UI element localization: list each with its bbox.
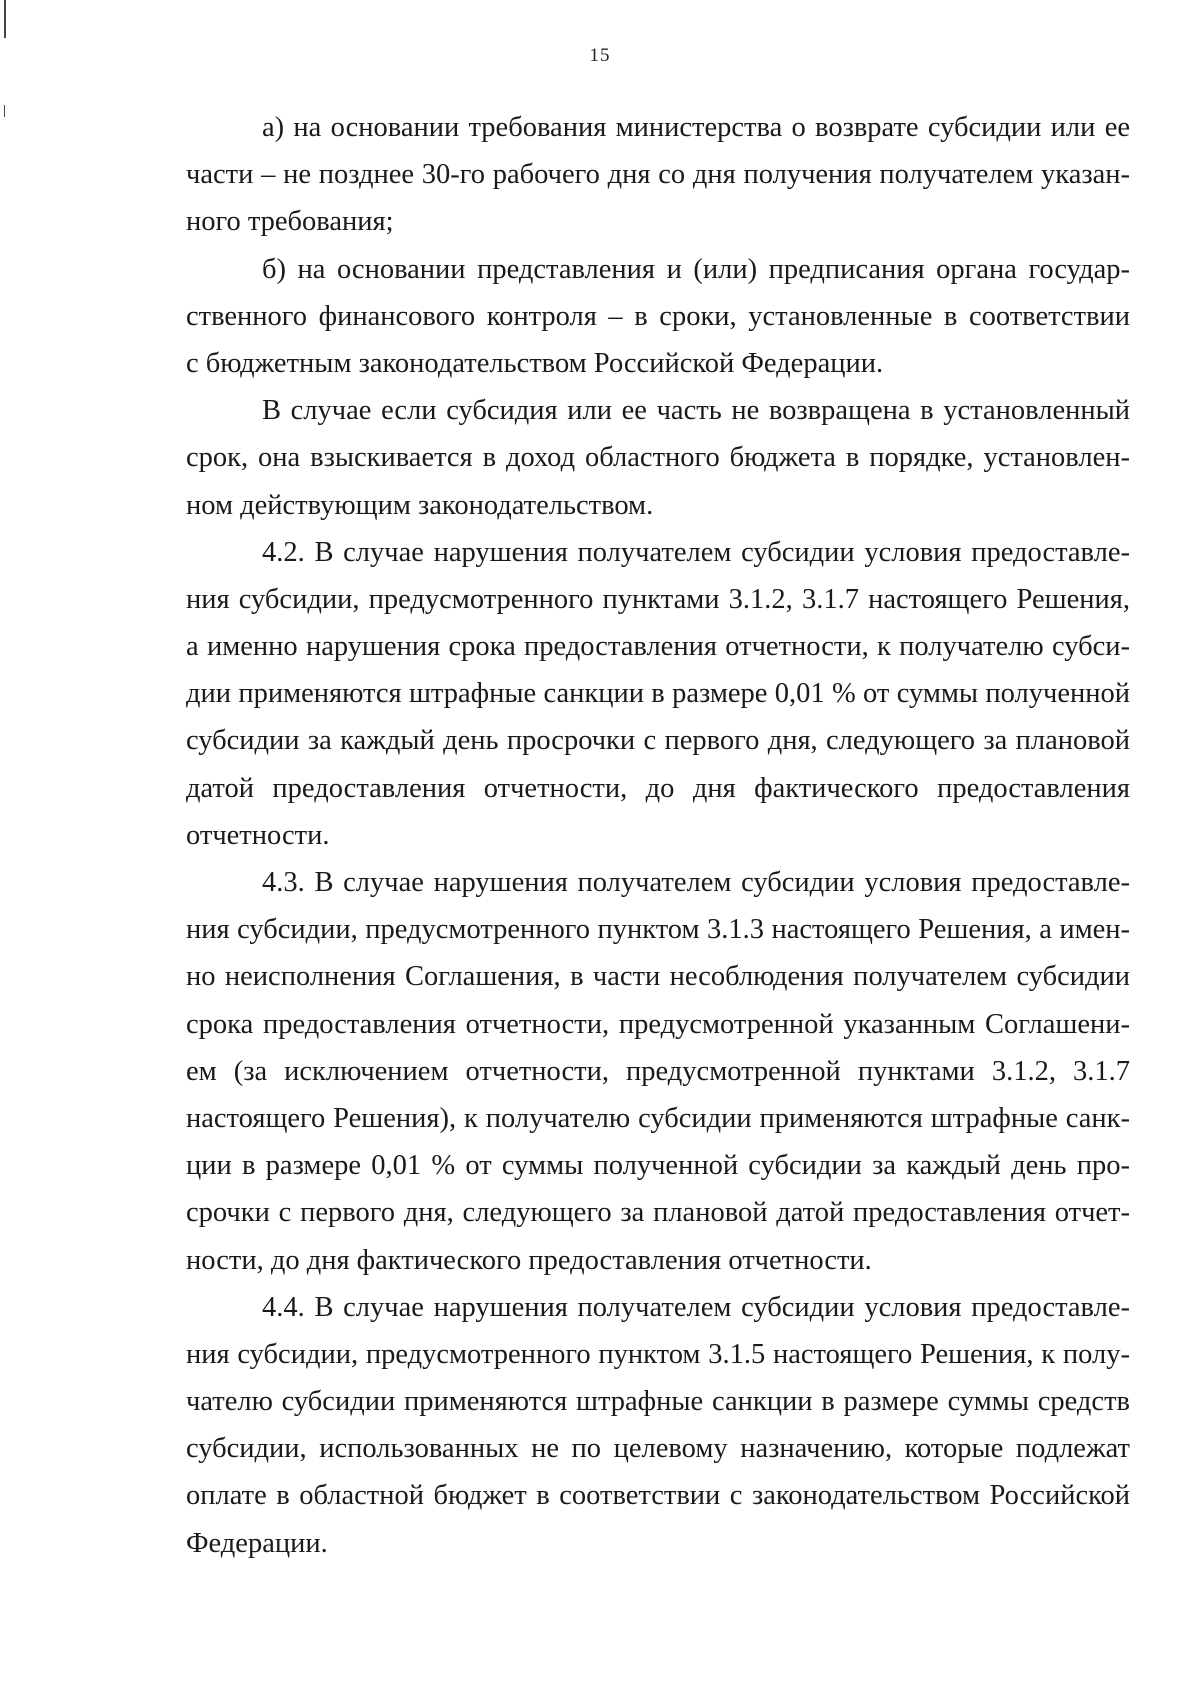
text-line: субсидии за каждый день просрочки с первого дня, следующего за плановой [186,725,1130,757]
text-line: части – не позднее 30-го рабочего дня со дня получения получателем указан- [186,159,1130,191]
paragraph-4-4 [186,1284,1130,1567]
text-line: отчетности. [186,819,330,851]
text-line: чателю субсидии применяются штрафные санкции в размере суммы средств [186,1386,1130,1418]
text-line: ции в размере 0,01 % от суммы полученной субсидии за каждый день про- [186,1150,1130,1182]
text-line: с бюджетным законодательством Российской Федерации. [186,347,884,379]
document-body [186,104,1130,1567]
paragraph-b [186,246,1130,388]
text-line: 4.4. В случае нарушения получателем субсидии условия предоставле- [262,1291,1130,1323]
text-line: ственного финансового контроля – в сроки, установленные в соответствии [186,300,1130,332]
page-number: 15 [589,45,611,66]
text-line: а именно нарушения срока предоставления отчетности, к получателю субси- [186,631,1130,663]
paragraph-c [186,387,1130,529]
text-line: срок, она взыскивается в доход областного бюджета в порядке, установлен- [186,442,1130,474]
text-line: 4.3. В случае нарушения получателем субсидии условия предоставле- [262,867,1130,898]
text-line: б) на основании представления и (или) предписания органа государ- [262,253,1130,285]
text-line: а) на основании требования министерства о возврате субсидии или ее [262,112,1130,143]
text-line: срока предоставления отчетности, предусмотренной указанным Соглашени- [186,1008,1130,1040]
scan-edge-mark [4,0,6,38]
text-line: настоящего Решения), к получателю субсидии применяются штрафные санк- [186,1102,1130,1134]
text-line: ного требования; [186,206,394,238]
text-line: ния субсидии, предусмотренного пунктом 3.1.5 настоящего Решения, к полу- [186,1338,1130,1370]
paragraph-4-2 [186,529,1130,859]
text-line: ем (за исключением отчетности, предусмотренной пунктами 3.1.2, 3.1.7 [186,1055,1130,1087]
text-line: субсидии, использованных не по целевому назначению, которые подлежат [186,1433,1130,1465]
text-line: 4.2. В случае нарушения получателем субсидии условия предоставле- [262,536,1130,568]
text-line: ния субсидии, предусмотренного пунктом 3.1.3 настоящего Решения, а имен- [186,914,1130,946]
text-line: оплате в областной бюджет в соответствии с законодательством Российской [186,1480,1130,1512]
text-line: но неисполнения Соглашения, в части несоблюдения получателем субсидии [186,961,1130,993]
text-line: срочки с первого дня, следующего за плановой датой предоставления отчет- [186,1197,1130,1229]
text-line: датой предоставления отчетности, до дня фактического предоставления [186,772,1130,804]
text-line: ности, до дня фактического предоставления отчетности. [186,1244,872,1276]
text-line: ном действующим законодательством. [186,489,654,521]
text-line: дии применяются штрафные санкции в размере 0,01 % от суммы полученной [186,678,1130,710]
text-line: В случае если субсидия или ее часть не возвращена в установленный [262,395,1130,427]
paragraph-4-3 [186,859,1130,1284]
paragraph-a [186,104,1130,246]
scan-edge-mark [4,105,5,117]
text-line: ния субсидии, предусмотренного пунктами 3.1.2, 3.1.7 настоящего Решения, [186,583,1130,615]
text-line: Федерации. [186,1527,328,1559]
